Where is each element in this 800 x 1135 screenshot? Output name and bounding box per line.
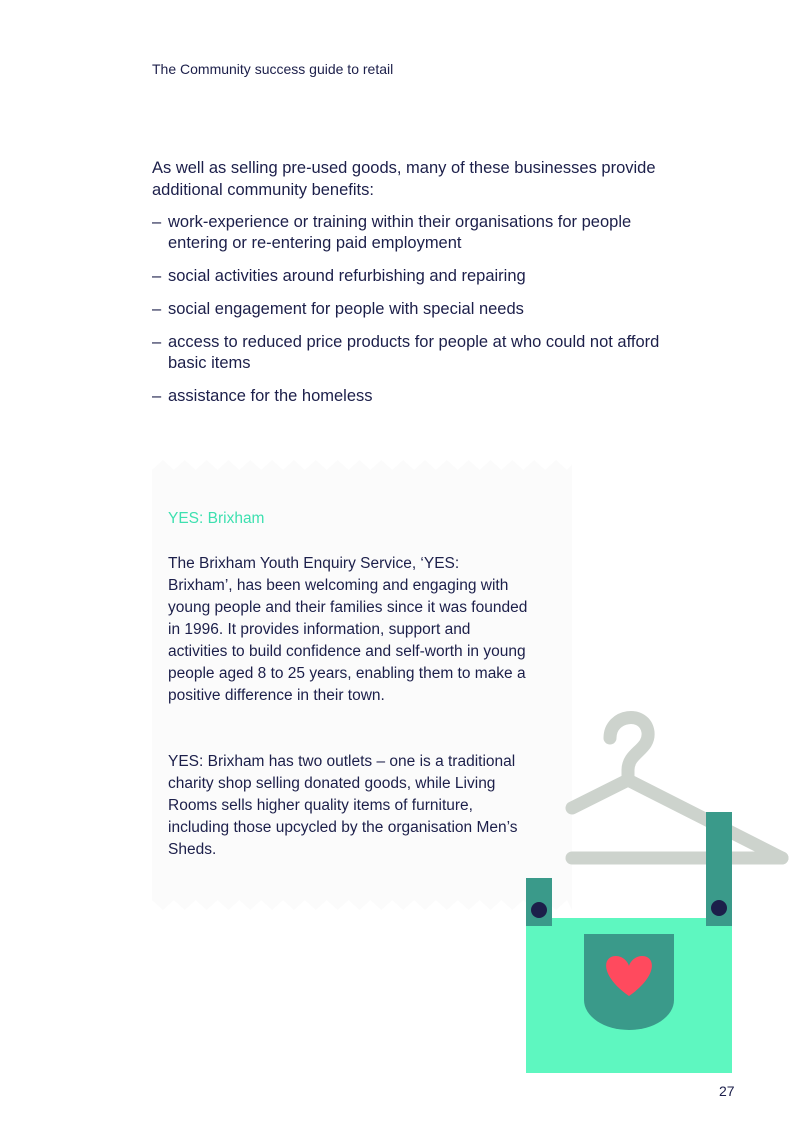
list-item: [152, 386, 692, 407]
hanger-arm-right: [628, 780, 782, 858]
list-item: [152, 332, 692, 374]
list-item: [152, 299, 692, 320]
list-item-text: access to reduced price products for people at who could not afford basic items: [168, 333, 660, 372]
case-study-title: YES: Brixham: [168, 510, 265, 527]
running-header: The Community success guide to retail: [152, 61, 394, 77]
list-dash: –: [152, 333, 162, 351]
benefits-list: [152, 212, 692, 419]
apron-on-hanger-icon: [520, 690, 800, 1080]
hanger-hook: [610, 718, 648, 780]
apron-button-left: [531, 902, 547, 918]
intro-paragraph: As well as selling pre-used goods, many of these businesses provide additional community benefits:: [152, 159, 656, 199]
list-dash: –: [152, 300, 162, 318]
case-study-paragraph: The Brixham Youth Enquiry Service, ‘YES: Brixham’, has been welcoming and engaging with young people and their families since it was founded in 1996. It provides information, support and activities to build confidence and self-worth in young people aged 8 to 25 years, enabling them to make a positive difference in their town.: [168, 555, 528, 704]
list-item-text: social engagement for people with special needs: [168, 300, 524, 318]
list-item: [152, 266, 692, 287]
list-item: [152, 212, 692, 254]
case-study-paragraph: YES: Brixham has two outlets – one is a traditional charity shop selling donated goods, while Living Rooms sells higher quality items of furniture, including those upcycled by the organisation Men’s Sheds.: [168, 753, 518, 858]
page-number: 27: [719, 1083, 735, 1099]
hanger-arm-left: [572, 780, 628, 808]
list-item-text: work-experience or training within their organisations for people entering or re-entering paid employment: [168, 213, 632, 252]
list-item-text: social activities around refurbishing and repairing: [168, 267, 526, 285]
list-dash: –: [152, 213, 162, 231]
illustration-svg: [520, 690, 800, 1080]
list-dash: –: [152, 387, 162, 405]
apron-button-right: [711, 900, 727, 916]
list-dash: –: [152, 267, 162, 285]
list-item-text: assistance for the homeless: [168, 387, 373, 405]
